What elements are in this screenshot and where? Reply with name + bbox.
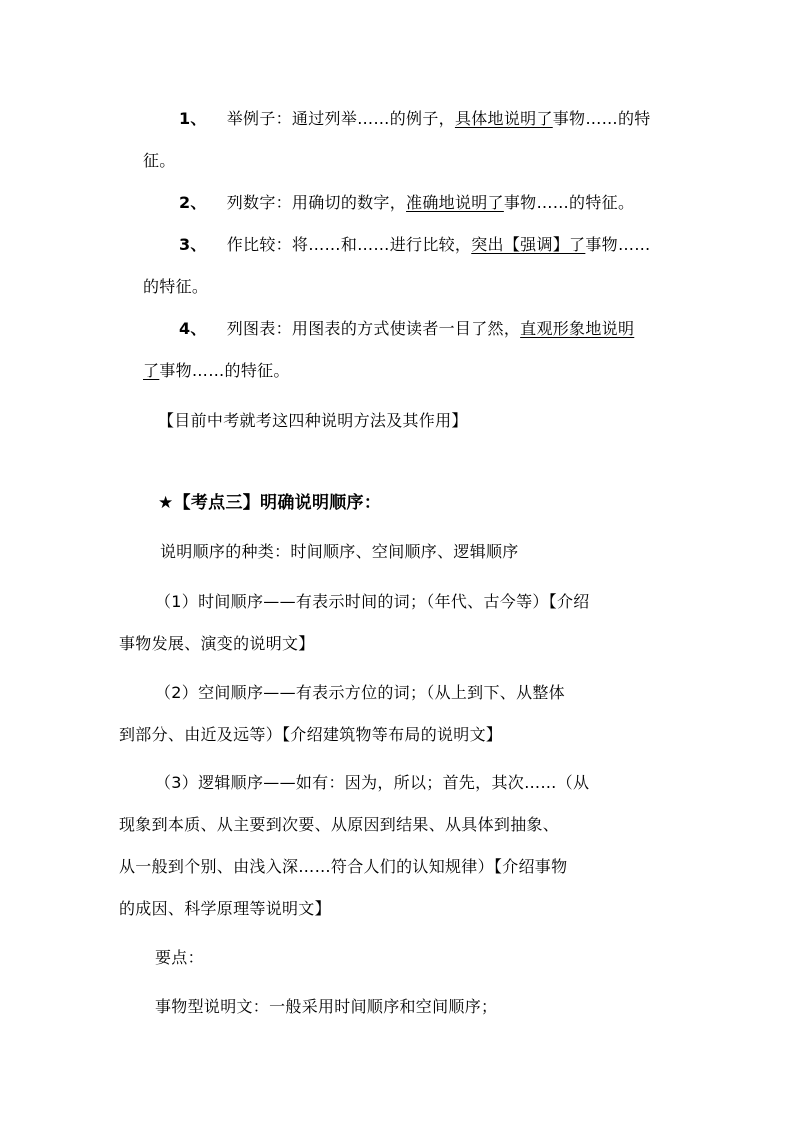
method-3-number: 3、 <box>179 235 207 254</box>
method-1-line-1 <box>179 109 651 129</box>
method-4-line-1 <box>179 319 634 339</box>
method-1-line-2: 征。 <box>143 151 176 170</box>
method-4-underlined-2: 了 <box>143 361 160 380</box>
method-4-text-b: 事物……的特征。 <box>159 361 290 380</box>
logic-order-line-4: 的成因、科学原理等说明文】 <box>119 899 331 918</box>
method-2-text-b: 事物……的特征。 <box>503 193 635 212</box>
exam-note: 【目前中考就考这四种说明方法及其作用】 <box>158 411 468 430</box>
logic-order-line-1: （3）逻辑顺序——如有：因为，所以；首先，其次……（从 <box>155 773 590 792</box>
method-4-line-2 <box>143 361 290 381</box>
logic-order-line-3: 从一般到个别、由浅入深……符合人们的认知规律）【介绍事物 <box>119 857 568 876</box>
method-2-number: 2、 <box>179 193 207 212</box>
space-order-line-1: （2）空间顺序——有表示方位的词；（从上到下、从整体 <box>155 683 565 702</box>
key-points-label: 要点： <box>155 948 204 967</box>
method-1-number: 1、 <box>179 109 207 128</box>
time-order-line-2: 事物发展、演变的说明文】 <box>119 634 315 653</box>
method-4-underlined: 直观形象地说明 <box>520 319 635 338</box>
method-3-text-b: 事物…… <box>585 235 651 254</box>
method-4-text-a: 列图表：用图表的方式使读者一目了然， <box>226 319 521 338</box>
method-3-line-2: 的特征。 <box>143 277 209 296</box>
method-1-text-a: 举例子：通过列举……的例子， <box>226 109 455 128</box>
method-3-underlined: 突出【强调】了 <box>471 235 586 254</box>
method-4-number: 4、 <box>179 319 207 338</box>
section-heading: ★【考点三】明确说明顺序： <box>158 493 382 513</box>
object-type-text: 事物型说明文：一般采用时间顺序和空间顺序； <box>155 997 498 1016</box>
method-2-underlined: 准确地说明了 <box>406 193 504 212</box>
order-types: 说明顺序的种类：时间顺序、空间顺序、逻辑顺序 <box>160 542 519 561</box>
method-1-underlined: 具体地说明了 <box>454 109 553 128</box>
logic-order-line-2: 现象到本质、从主要到次要、从原因到结果、从具体到抽象、 <box>119 815 560 834</box>
time-order-line-1: （1）时间顺序——有表示时间的词；（年代、古今等）【介绍 <box>155 592 590 611</box>
method-2-text-a: 列数字：用确切的数字， <box>226 193 407 212</box>
space-order-line-2: 到部分、由近及远等）【介绍建筑物等布局的说明文】 <box>119 725 503 744</box>
method-2-line-1 <box>179 193 634 213</box>
method-3-line-1 <box>179 235 651 255</box>
method-1-text-b: 事物……的特 <box>552 109 651 128</box>
method-3-text-a: 作比较：将……和……进行比较， <box>226 235 472 254</box>
